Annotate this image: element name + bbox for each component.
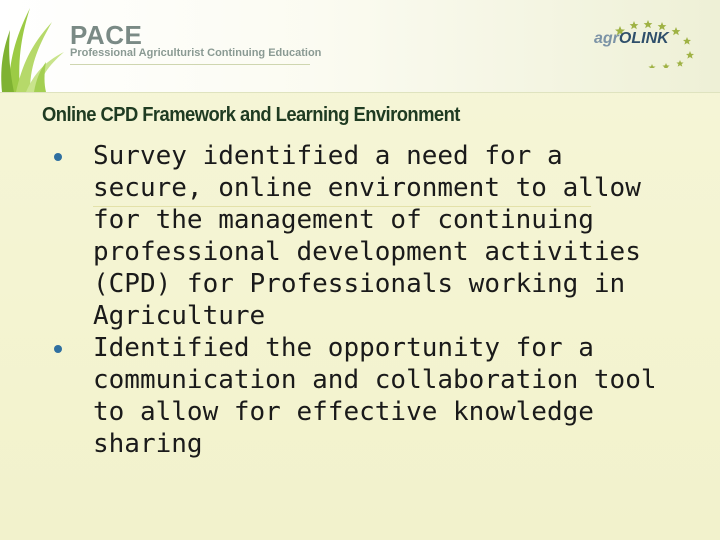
bullet-list [40,140,680,460]
agrolink-logo [590,18,702,68]
bullet-text: Identified the opportunity for a communication and collaboration tool to allow for effective knowledge sharing [93,333,657,459]
agrolink-middle: O [618,30,632,47]
tagline-divider [70,64,310,65]
list-item [40,140,680,332]
bullet-icon [54,153,62,161]
grass-icon [0,0,70,92]
agrolink-wordmark [594,30,669,48]
slide-title: Online CPD Framework and Learning Environment [42,104,460,126]
agrolink-prefix: agr [594,30,619,47]
bullet-text: Survey identified a need for a secure, online environment to allow for the management of continuing professional development activities (CPD) for Professionals working in Agriculture [93,141,641,331]
bullet-icon [54,345,62,353]
list-item [40,332,680,460]
pace-logo-title: PACE [70,20,143,50]
header-banner [0,0,720,93]
agrolink-suffix: LINK [631,30,669,47]
pace-logo-tagline: Professional Agriculturist Continuing Education [70,47,322,59]
